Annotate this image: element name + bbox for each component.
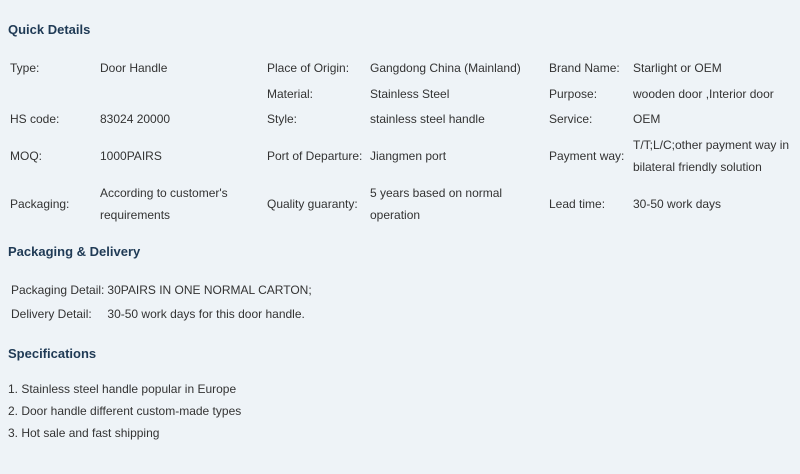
quality-guaranty-value: 5 years based on normal operation	[370, 186, 503, 222]
material-value: Stainless Steel	[370, 86, 450, 101]
brand-name-label: Brand Name:	[549, 61, 620, 75]
table-row	[6, 106, 800, 132]
port-of-departure-label: Port of Departure:	[267, 149, 363, 163]
purpose-value: wooden door ,Interior door	[633, 86, 774, 101]
quick-details-table	[6, 55, 800, 228]
hs-code-label: HS code:	[10, 112, 60, 126]
service-value: OEM	[633, 112, 661, 126]
table-row	[6, 132, 800, 180]
empty-value	[96, 81, 263, 106]
table-row	[8, 278, 312, 302]
payment-way-value: T/T;L/C;other payment way in bilateral friendly solution	[633, 138, 790, 174]
moq-value: 1000PAIRS	[100, 149, 162, 163]
quick-details-title: Quick Details	[8, 22, 91, 37]
purpose-label: Purpose:	[549, 86, 598, 101]
packaging-delivery-title: Packaging & Delivery	[8, 244, 141, 259]
table-row	[8, 302, 312, 326]
table-row	[6, 81, 800, 106]
brand-name-value: Starlight or OEM	[633, 61, 722, 75]
table-row	[6, 180, 800, 228]
table-row	[6, 55, 800, 81]
moq-label: MOQ:	[10, 149, 42, 163]
style-value: stainless steel handle	[370, 112, 485, 126]
specifications-list	[8, 378, 241, 444]
packaging-delivery-table	[8, 278, 312, 326]
hs-code-value: 83024 20000	[100, 112, 171, 126]
packaging-detail-value: 30PAIRS IN ONE NORMAL CARTON;	[107, 283, 312, 297]
place-of-origin-value: Gangdong China (Mainland)	[370, 61, 521, 75]
list-item: 1. Stainless steel handle popular in Europe	[8, 382, 237, 396]
list-item: 3. Hot sale and fast shipping	[8, 426, 160, 440]
packaging-value: According to customer's requirements	[100, 186, 228, 222]
delivery-detail-value: 30-50 work days for this door handle.	[107, 307, 305, 321]
empty-label	[6, 81, 96, 106]
lead-time-value: 30-50 work days	[633, 197, 722, 211]
quality-guaranty-label: Quality guaranty:	[267, 197, 358, 211]
payment-way-label: Payment way:	[549, 149, 625, 163]
material-label: Material:	[267, 86, 314, 101]
packaging-label: Packaging:	[10, 197, 70, 211]
delivery-detail-label: Delivery Detail:	[11, 307, 92, 321]
style-label: Style:	[267, 112, 298, 126]
packaging-detail-label: Packaging Detail:	[11, 283, 105, 297]
service-label: Service:	[549, 112, 593, 126]
list-item: 2. Door handle different custom-made types	[8, 404, 242, 418]
specifications-title: Specifications	[8, 346, 97, 361]
type-label: Type:	[10, 61, 40, 75]
place-of-origin-label: Place of Origin:	[267, 61, 350, 75]
type-value: Door Handle	[100, 61, 168, 75]
port-of-departure-value: Jiangmen port	[370, 149, 447, 163]
lead-time-label: Lead time:	[549, 197, 606, 211]
